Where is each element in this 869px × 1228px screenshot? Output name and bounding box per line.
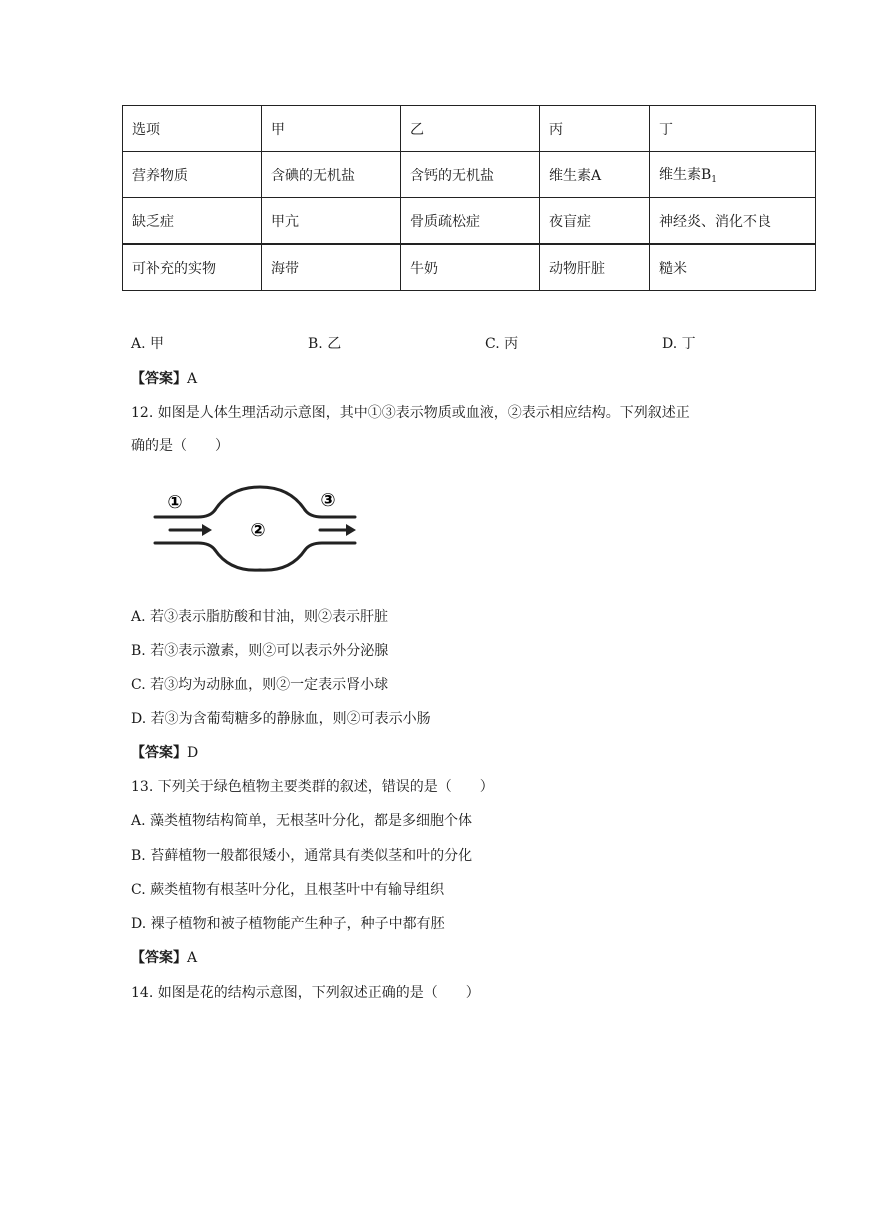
table-cell: 动物肝脏 bbox=[540, 244, 650, 291]
table-cell: 夜盲症 bbox=[540, 198, 650, 245]
q11-option-d: D. 丁 bbox=[662, 336, 696, 352]
table-row bbox=[123, 198, 816, 245]
left-tube-bottom bbox=[155, 543, 215, 550]
table-row bbox=[123, 106, 816, 152]
q11-option-c: C. 丙 bbox=[485, 336, 519, 352]
table-row bbox=[123, 244, 816, 291]
q11-option-a: A. 甲 bbox=[131, 336, 165, 352]
label-3: ③ bbox=[320, 490, 336, 511]
answer-label: 【答案】 bbox=[131, 371, 187, 387]
table-cell: 乙 bbox=[401, 106, 540, 152]
table-cell: 牛奶 bbox=[401, 244, 540, 291]
table-cell: 选项 bbox=[123, 106, 262, 152]
q13-option-a: A. 藻类植物结构简单，无根茎叶分化，都是多细胞个体 bbox=[131, 813, 473, 829]
nutrition-table bbox=[122, 105, 816, 291]
q14-stem: 14. 如图是花的结构示意图，下列叙述正确的是（ ） bbox=[131, 985, 480, 1001]
q13-answer bbox=[131, 947, 197, 967]
table-cell: 骨质疏松症 bbox=[401, 198, 540, 245]
table-cell bbox=[650, 152, 816, 198]
organ-top bbox=[215, 487, 305, 510]
table-cell: 甲 bbox=[262, 106, 401, 152]
table-cell: 营养物质 bbox=[123, 152, 262, 198]
answer-label: 【答案】 bbox=[131, 950, 187, 966]
table-cell: 糙米 bbox=[650, 244, 816, 291]
organ-bottom bbox=[215, 550, 305, 570]
q13-option-d: D. 裸子植物和被子植物能产生种子，种子中都有胚 bbox=[131, 916, 445, 932]
table-cell: 含钙的无机盐 bbox=[401, 152, 540, 198]
q12-option-c: C. 若③均为动脉血，则②一定表示肾小球 bbox=[131, 677, 389, 693]
right-tube-top bbox=[305, 510, 355, 517]
right-tube-bottom bbox=[305, 543, 355, 550]
label-2: ② bbox=[250, 520, 266, 541]
table-cell: 丁 bbox=[650, 106, 816, 152]
q13-stem: 13. 下列关于绿色植物主要类群的叙述，错误的是（ ） bbox=[131, 779, 494, 795]
table-cell: 含碘的无机盐 bbox=[262, 152, 401, 198]
q11-option-b: B. 乙 bbox=[308, 336, 342, 352]
table-row bbox=[123, 152, 816, 198]
answer-value: A bbox=[187, 371, 198, 387]
subscript: 1 bbox=[711, 175, 718, 185]
table-cell: 缺乏症 bbox=[123, 198, 262, 245]
right-arrow-head bbox=[346, 524, 356, 536]
q12-option-a: A. 若③表示脂肪酸和甘油，则②表示肝脏 bbox=[131, 609, 389, 625]
answer-label: 【答案】 bbox=[131, 745, 187, 761]
q12-stem-line2: 确的是（ ） bbox=[131, 438, 229, 454]
q13-option-c: C. 蕨类植物有根茎叶分化，且根茎叶中有输导组织 bbox=[131, 882, 445, 898]
table-cell: 维生素A bbox=[540, 152, 650, 198]
table-cell: 海带 bbox=[262, 244, 401, 291]
vitamin-b-text: 维生素B bbox=[659, 167, 712, 183]
q12-option-d: D. 若③为含葡萄糖多的静脉血，则②可表示小肠 bbox=[131, 711, 431, 727]
table-cell: 甲亢 bbox=[262, 198, 401, 245]
left-tube-top bbox=[155, 510, 215, 517]
left-arrow-head bbox=[202, 524, 212, 536]
answer-value: A bbox=[187, 950, 198, 966]
table-cell: 可补充的实物 bbox=[123, 244, 262, 291]
q13-option-b: B. 苔藓植物一般都很矮小，通常具有类似茎和叶的分化 bbox=[131, 848, 473, 864]
answer-value: D bbox=[187, 745, 199, 761]
table-cell: 神经炎、消化不良 bbox=[650, 198, 816, 245]
label-1: ① bbox=[167, 492, 183, 513]
q12-answer bbox=[131, 742, 198, 762]
q12-option-b: B. 若③表示激素，则②可以表示外分泌腺 bbox=[131, 643, 389, 659]
circulation-diagram bbox=[150, 482, 365, 572]
q11-answer bbox=[131, 368, 197, 388]
table-cell: 丙 bbox=[540, 106, 650, 152]
q12-stem-line1: 12. 如图是人体生理活动示意图，其中①③表示物质或血液，②表示相应结构。下列叙述正 bbox=[131, 405, 690, 421]
